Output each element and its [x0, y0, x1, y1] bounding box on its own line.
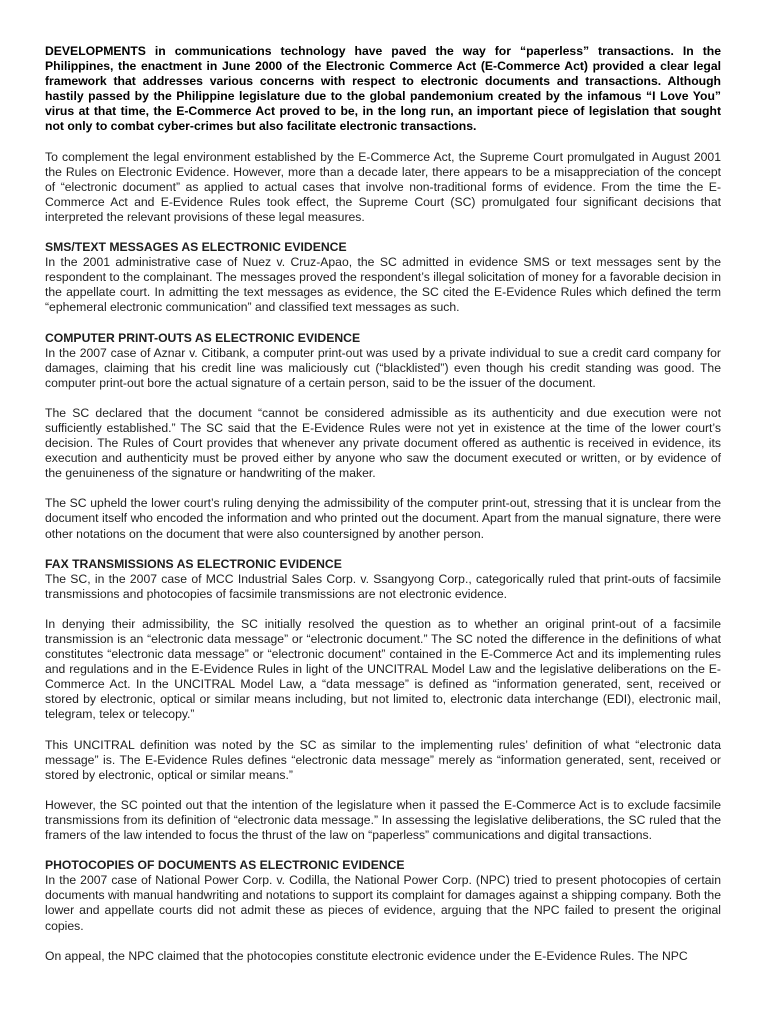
intro-paragraph: DEVELOPMENTS in communications technology have paved the way for “paperless” transactions. In the Philippines, the enactment in June 2000 of the Electronic Commerce Act (E-Commerce Act) provided a clear legal framework that addresses various concerns with respect to electronic documents and transactions. Although hastily passed by the Philippine legislature due to the global pandemonium created by the infamous “I Love You” virus at that time, the E-Commerce Act proved to be, in the long run, an important piece of legislation that sought not only to combat cyber-crimes but also facilitate electronic transactions.	[45, 44, 721, 134]
section-heading: COMPUTER PRINT-OUTS AS ELECTRONIC EVIDENCE	[45, 330, 361, 345]
body-paragraph: The SC upheld the lower court’s ruling denying the admissibility of the computer print-out, stressing that it is unclear from the document itself who encoded the information and who printed out the document. Apart from the manual signature, there were other notations on the document that were also countersigned by another person.	[45, 496, 721, 541]
body-paragraph: On appeal, the NPC claimed that the photocopies constitute electronic evidence under the E-Evidence Rules. The NPC	[45, 948, 688, 963]
body-paragraph: To complement the legal environment established by the E-Commerce Act, the Supreme Court promulgated in August 2001 the Rules on Electronic Evidence. However, more than a decade later, there appears to be a misappreciation of the concept of “electronic document” as applied to actual cases that involve non-traditional forms of evidence. From the time the E-Commerce Act and E-Evidence Rules took effect, the Supreme Court (SC) promulgated four significant decisions that interpreted the relevant provisions of these legal measures.	[45, 149, 721, 224]
body-paragraph: The SC declared that the document “cannot be considered admissible as its authenticity and due execution were not sufficiently established.” The SC said that the E-Evidence Rules were not yet in existence at the time of the lower court’s decision. The Rules of Court provides that whenever any private document offered as authentic is received in evidence, its execution and authenticity must be proved either by anyone who saw the document executed or written, or by evidence of the genuineness of the signature or handwriting of the maker.	[45, 405, 721, 481]
body-paragraph: However, the SC pointed out that the intention of the legislature when it passed the E-Commerce Act is to exclude facsimile transmissions from its definition of “electronic data message.” In assessing the legislative deliberations, the SC ruled that the framers of the law intended to focus the thrust of the law on “paperless” communications and digital transactions.	[45, 797, 721, 843]
body-paragraph: The SC, in the 2007 case of MCC Industrial Sales Corp. v. Ssangyong Corp., categorically ruled that print-outs of facsimile transmissions and photocopies of facsimile transmissions are not electronic evidence.	[45, 571, 721, 601]
section-heading: SMS/TEXT MESSAGES AS ELECTRONIC EVIDENCE	[45, 240, 347, 255]
section-heading: FAX TRANSMISSIONS AS ELECTRONIC EVIDENCE	[45, 556, 342, 571]
section-heading: PHOTOCOPIES OF DOCUMENTS AS ELECTRONIC EVIDENCE	[45, 858, 405, 873]
body-paragraph: This UNCITRAL definition was noted by the SC as similar to the implementing rules’ definition of what “electronic data message” is. The E-Evidence Rules defines “electronic data message” merely as “information generated, sent, received or stored by electronic, optical or similar means.”	[45, 737, 721, 782]
body-paragraph: In the 2001 administrative case of Nuez v. Cruz-Apao, the SC admitted in evidence SMS or text messages sent by the respondent to the complainant. The messages proved the respondent’s illegal solicitation of money for a favorable decision in the appellate court. In admitting the text messages as evidence, the SC cited the E-Evidence Rules which defined the term “ephemeral electronic communication” and classified text messages as such.	[45, 255, 721, 315]
body-paragraph: In the 2007 case of Aznar v. Citibank, a computer print-out was used by a private individual to sue a credit card company for damages, claiming that his credit line was maliciously cut (“blacklisted”) even though his credit standing was good. The computer print-out bore the actual signature of a certain person, said to be the issuer of the document.	[45, 345, 721, 390]
body-paragraph: In denying their admissibility, the SC initially resolved the question as to whether an original print-out of a facsimile transmission is an “electronic data message” or “electronic document.” The SC noted the difference in the definitions of what constitutes “electronic data message” or “electronic document” contained in the E-Commerce Act and its implementing rules and regulations and in the E-Evidence Rules in light of the UNCITRAL Model Law and the legislative deliberations on the E-Commerce Act. In the UNCITRAL Model Law, a “data message” is defined as “information generated, sent, received or stored by electronic, optical or similar means including, but not limited to, electronic data interchange (EDI), electronic mail, telegram, telex or telecopy.”	[45, 616, 721, 722]
body-paragraph: In the 2007 case of National Power Corp. v. Codilla, the National Power Corp. (NPC) tried to present photocopies of certain documents with manual handwriting and notations to support its complaint for damages against a shipping company. Both the lower and appellate courts did not admit these as pieces of evidence, arguing that the NPC failed to present the original copies.	[45, 873, 721, 933]
